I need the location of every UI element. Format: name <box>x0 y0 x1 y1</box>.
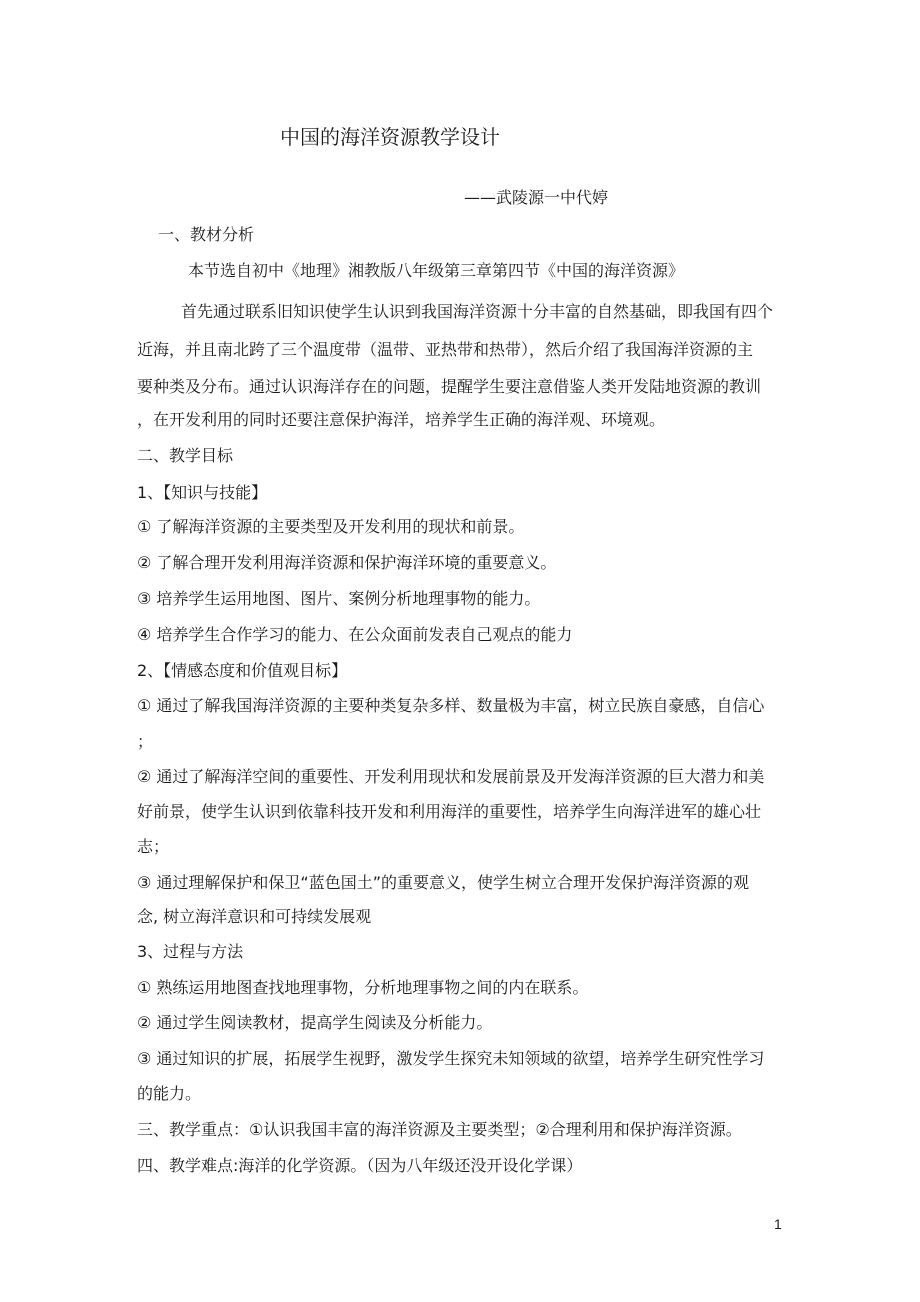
goal-line: ③ 通过知识的扩展，拓展学生视野，激发学生探究未知领域的欲望，培养学生研究性学习 <box>137 1049 765 1068</box>
goal-item: ③ 培养学生运用地图、图片、案例分析地理事物的能力。 <box>137 589 541 608</box>
section-teaching-focus: 三、教学重点：①认识我国丰富的海洋资源及主要类型；②合理利用和保护海洋资源。 <box>137 1120 742 1139</box>
goal-item: ④ 培养学生合作学习的能力、在公众面前发表自己观点的能力 <box>137 625 573 644</box>
goal-item: ② 了解合理开发利用海洋资源和保护海洋环境的重要意义。 <box>137 553 557 572</box>
analysis-paragraph-line: 首先通过联系旧知识使学生认识到我国海洋资源十分丰富的自然基础，即我国有四个 <box>181 302 774 321</box>
goal-line: ① 熟练运用地图查找地理事物，分析地理事物之间的内在联系。 <box>137 978 589 997</box>
page-number: 1 <box>774 1216 782 1232</box>
goal-line: 好前景，使学生认识到依靠科技开发和利用海洋的重要性，培养学生向海洋进军的雄心壮 <box>137 802 762 821</box>
goal-line: ① 通过了解我国海洋资源的主要种类复杂多样、数量极为丰富，树立民族自豪感，自信心 <box>137 696 765 715</box>
section-teaching-difficulty: 四、教学难点:海洋的化学资源。（因为八年级还没开设化学课） <box>137 1156 583 1175</box>
textbook-source: 本节选自初中《地理》湘教版八年级第三章第四节《中国的海洋资源》 <box>188 261 685 280</box>
section-heading-teaching-goals: 二、教学目标 <box>137 446 234 465</box>
goal-item: ① 了解海洋资源的主要类型及开发利用的现状和前景。 <box>137 517 525 536</box>
goal-line: 念, 树立海洋意识和可持续发展观 <box>137 907 372 926</box>
document-author: ——武陵源一中代婷 <box>464 188 609 207</box>
analysis-paragraph-line: 近海，并且南北跨了三个温度带（温带、亚热带和热带），然后介绍了我国海洋资源的主 <box>137 340 754 359</box>
goal-line: ② 通过学生阅读教材，提高学生阅读及分析能力。 <box>137 1013 493 1032</box>
goal-line: ； <box>137 732 154 751</box>
subheading-attitude-values: 2、【情感态度和价值观目标】 <box>137 661 348 680</box>
goal-line: ③ 通过理解保护和保卫“蓝色国土”的重要意义，使学生树立合理开发保护海洋资源的观 <box>137 873 750 892</box>
subheading-knowledge-skills: 1、【知识与技能】 <box>137 483 268 502</box>
analysis-paragraph-line: ，在开发利用的同时还要注意保护海洋，培养学生正确的海洋观、环境观。 <box>137 410 666 429</box>
document-title: 中国的海洋资源教学设计 <box>280 125 500 149</box>
goal-line: 志； <box>137 837 170 856</box>
analysis-paragraph-line: 要种类及分布。通过认识海洋存在的问题，提醒学生要注意借鉴人类开发陆地资源的教训 <box>137 377 762 396</box>
goal-line: 的能力。 <box>137 1084 202 1103</box>
section-heading-textbook-analysis: 一、教材分析 <box>158 225 255 244</box>
goal-line: ② 通过了解海洋空间的重要性、开发利用现状和发展前景及开发海洋资源的巨大潜力和美 <box>137 767 765 786</box>
subheading-process-methods: 3、过程与方法 <box>137 942 244 961</box>
